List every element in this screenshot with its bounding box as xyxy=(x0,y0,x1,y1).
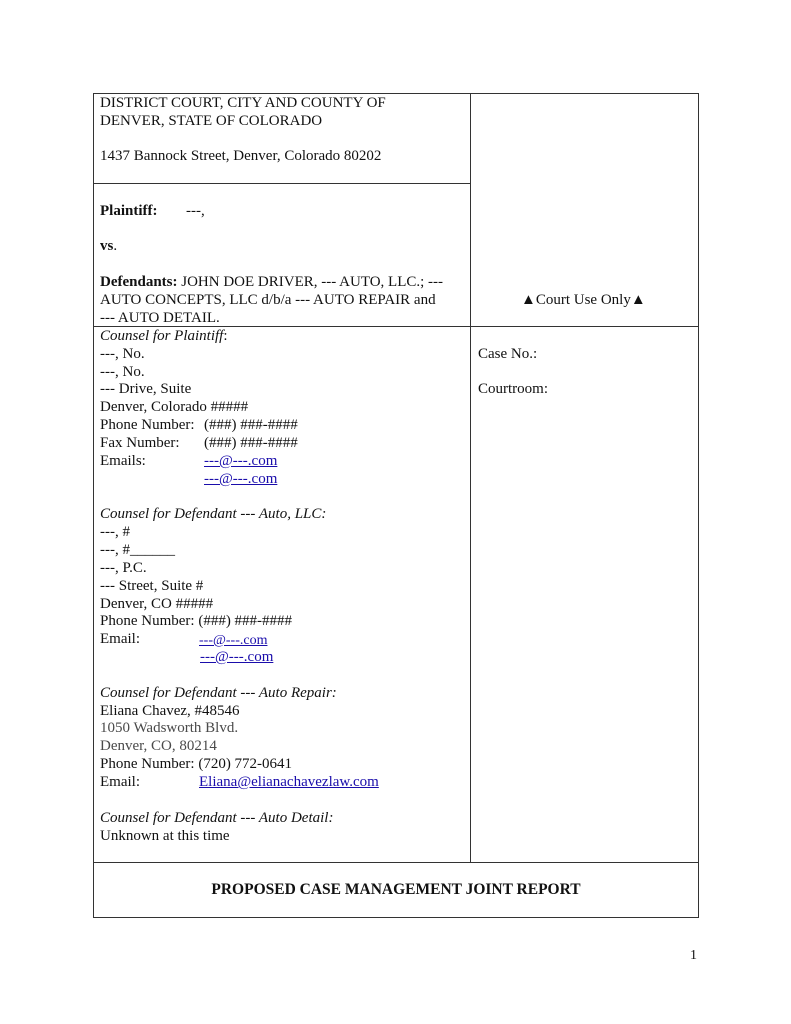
court-use-only: ▲Court Use Only▲ xyxy=(521,292,646,308)
plaintiff-emails-label: Emails: xyxy=(100,453,146,469)
page-number: 1 xyxy=(690,948,697,963)
plaintiff-counsel-line1: ---, No. xyxy=(100,346,145,362)
auto-repair-counsel-name: Eliana Chavez, #48546 xyxy=(100,703,240,719)
plaintiff-counsel-heading-text: Counsel for Plaintiff xyxy=(100,328,224,344)
case-number-label: Case No.: xyxy=(478,346,538,362)
auto-llc-counsel-line4: --- Street, Suite # xyxy=(100,578,204,594)
auto-repair-counsel-heading: Counsel for Defendant --- Auto Repair: xyxy=(100,685,337,701)
auto-repair-email-link[interactable]: Eliana@elianachavezlaw.com xyxy=(199,774,379,790)
plaintiff-email-2-link[interactable]: ---@---.com xyxy=(204,471,278,487)
court-name-line1: DISTRICT COURT, CITY AND COUNTY OF xyxy=(100,95,386,111)
plaintiff-name: ---, xyxy=(186,203,205,219)
auto-llc-counsel-phone: Phone Number: (###) ###-#### xyxy=(100,613,293,629)
auto-llc-email-label: Email: xyxy=(100,631,140,647)
auto-repair-counsel-street: 1050 Wadsworth Blvd. xyxy=(100,720,239,736)
plaintiff-phone-value: (###) ###-#### xyxy=(204,417,298,433)
courtroom-label: Courtroom: xyxy=(478,381,548,397)
auto-detail-counsel-heading: Counsel for Defendant --- Auto Detail: xyxy=(100,810,334,826)
plaintiff-counsel-line4: Denver, Colorado ##### xyxy=(100,399,249,415)
auto-llc-email-2-link[interactable]: ---@---.com xyxy=(200,649,274,665)
column-divider xyxy=(470,93,471,863)
court-address: 1437 Bannock Street, Denver, Colorado 80202 xyxy=(100,148,382,164)
versus-label: vs xyxy=(100,238,114,254)
defendants-line3: --- AUTO DETAIL. xyxy=(100,310,220,326)
auto-llc-counsel-line2: ---, #______ xyxy=(100,542,175,558)
auto-llc-counsel-line1: ---, # xyxy=(100,524,130,540)
plaintiff-counsel-heading xyxy=(100,328,228,346)
plaintiff-fax-label: Fax Number: xyxy=(100,435,180,451)
plaintiff-label: Plaintiff: xyxy=(100,203,158,219)
defendants-line2: AUTO CONCEPTS, LLC d/b/a --- AUTO REPAIR and xyxy=(100,292,436,308)
defendants-line1 xyxy=(100,274,443,292)
plaintiff-counsel-line2: ---, No. xyxy=(100,364,145,380)
versus-period: . xyxy=(113,238,118,254)
plaintiff-counsel-line3: --- Drive, Suite xyxy=(100,381,192,397)
auto-repair-counsel-phone: Phone Number: (720) 772-0641 xyxy=(100,756,293,772)
plaintiff-fax-value: (###) ###-#### xyxy=(204,435,298,451)
auto-llc-email-1-link[interactable]: ---@---.com xyxy=(199,633,268,648)
defendants-names-1: JOHN DOE DRIVER, --- AUTO, LLC.; --- xyxy=(181,274,444,290)
defendants-label: Defendants: xyxy=(100,274,178,290)
auto-llc-counsel-line5: Denver, CO ##### xyxy=(100,596,214,612)
court-parties-divider xyxy=(93,183,471,184)
auto-repair-counsel-city: Denver, CO, 80214 xyxy=(100,738,217,754)
report-title: PROPOSED CASE MANAGEMENT JOINT REPORT xyxy=(211,881,581,898)
auto-detail-counsel-value: Unknown at this time xyxy=(100,828,230,844)
plaintiff-counsel-heading-colon: : xyxy=(223,328,228,344)
auto-repair-email-label: Email: xyxy=(100,774,140,790)
versus xyxy=(100,238,117,256)
plaintiff-email-1-link[interactable]: ---@---.com xyxy=(204,453,278,469)
counsel-title-divider xyxy=(93,862,699,863)
auto-llc-counsel-heading: Counsel for Defendant --- Auto, LLC: xyxy=(100,506,327,522)
plaintiff-phone-label: Phone Number: xyxy=(100,417,195,433)
auto-llc-counsel-line3: ---, P.C. xyxy=(100,560,147,576)
court-name-line2: DENVER, STATE OF COLORADO xyxy=(100,113,323,129)
